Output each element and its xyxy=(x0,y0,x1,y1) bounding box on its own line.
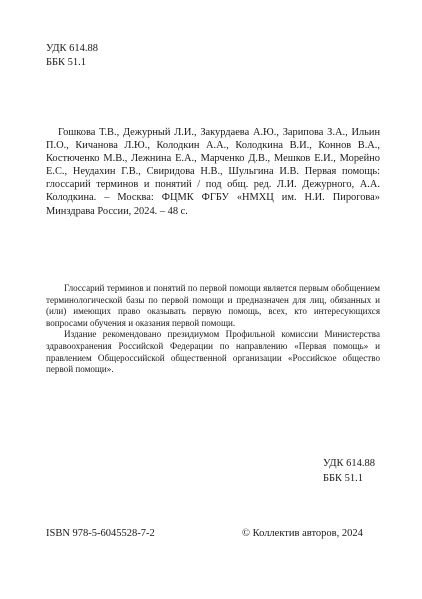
udk-code: УДК 614.88 xyxy=(323,458,376,469)
abstract-paragraph: Издание рекомендовано президиумом Профильной комиссии Министерства здравоохранения Российской Федерации по направлению «Первая помощь» и правлением Общероссийской общественной организации «Российское общество первой помощи». xyxy=(46,329,380,375)
isbn: ISBN 978-5-6045528-7-2 xyxy=(46,528,155,539)
abstract-paragraph: Глоссарий терминов и понятий по первой помощи является первым обобщением терминологической базы по первой помощи и предназначен для лиц, обязанных и (или) имеющих право оказывать первую помощь, всех, кто интересующихся вопросами обучения и оказания первой помощи. xyxy=(46,283,380,328)
classification-codes-top xyxy=(46,42,98,70)
udk-code: УДК 614.88 xyxy=(46,43,99,54)
abstract xyxy=(46,283,380,376)
copyright-notice: © Коллектив авторов, 2024 xyxy=(242,528,363,539)
bbk-code: ББК 51.1 xyxy=(323,472,364,484)
bbk-code: ББК 51.1 xyxy=(46,57,87,68)
classification-codes-bottom xyxy=(323,457,375,486)
bibliographic-record: Гошкова Т.В., Дежурный Л.И., Закурдаева А.Ю., Зарипова З.А., Ильин П.О., Кичанова Л.Ю., Колодкин А.А., Колодкина В.И., Коннов В.А., Костюченко М.В., Лежнина Е.А., Марченко Д.В., Мешков Е.И., Морейно Е.С., Неудахин Г.В., Свиридова Н.В., Шульгина И.В. Первая помощь: глоссарий терминов и понятий / под общ. ред. Л.И. Дежурного, А.А. Колодкина. – Москва: ФЦМК ФГБУ «НМХЦ им. Н.И. Пирогова» Минздрава России, 2024. – 48 с. xyxy=(46,127,380,217)
